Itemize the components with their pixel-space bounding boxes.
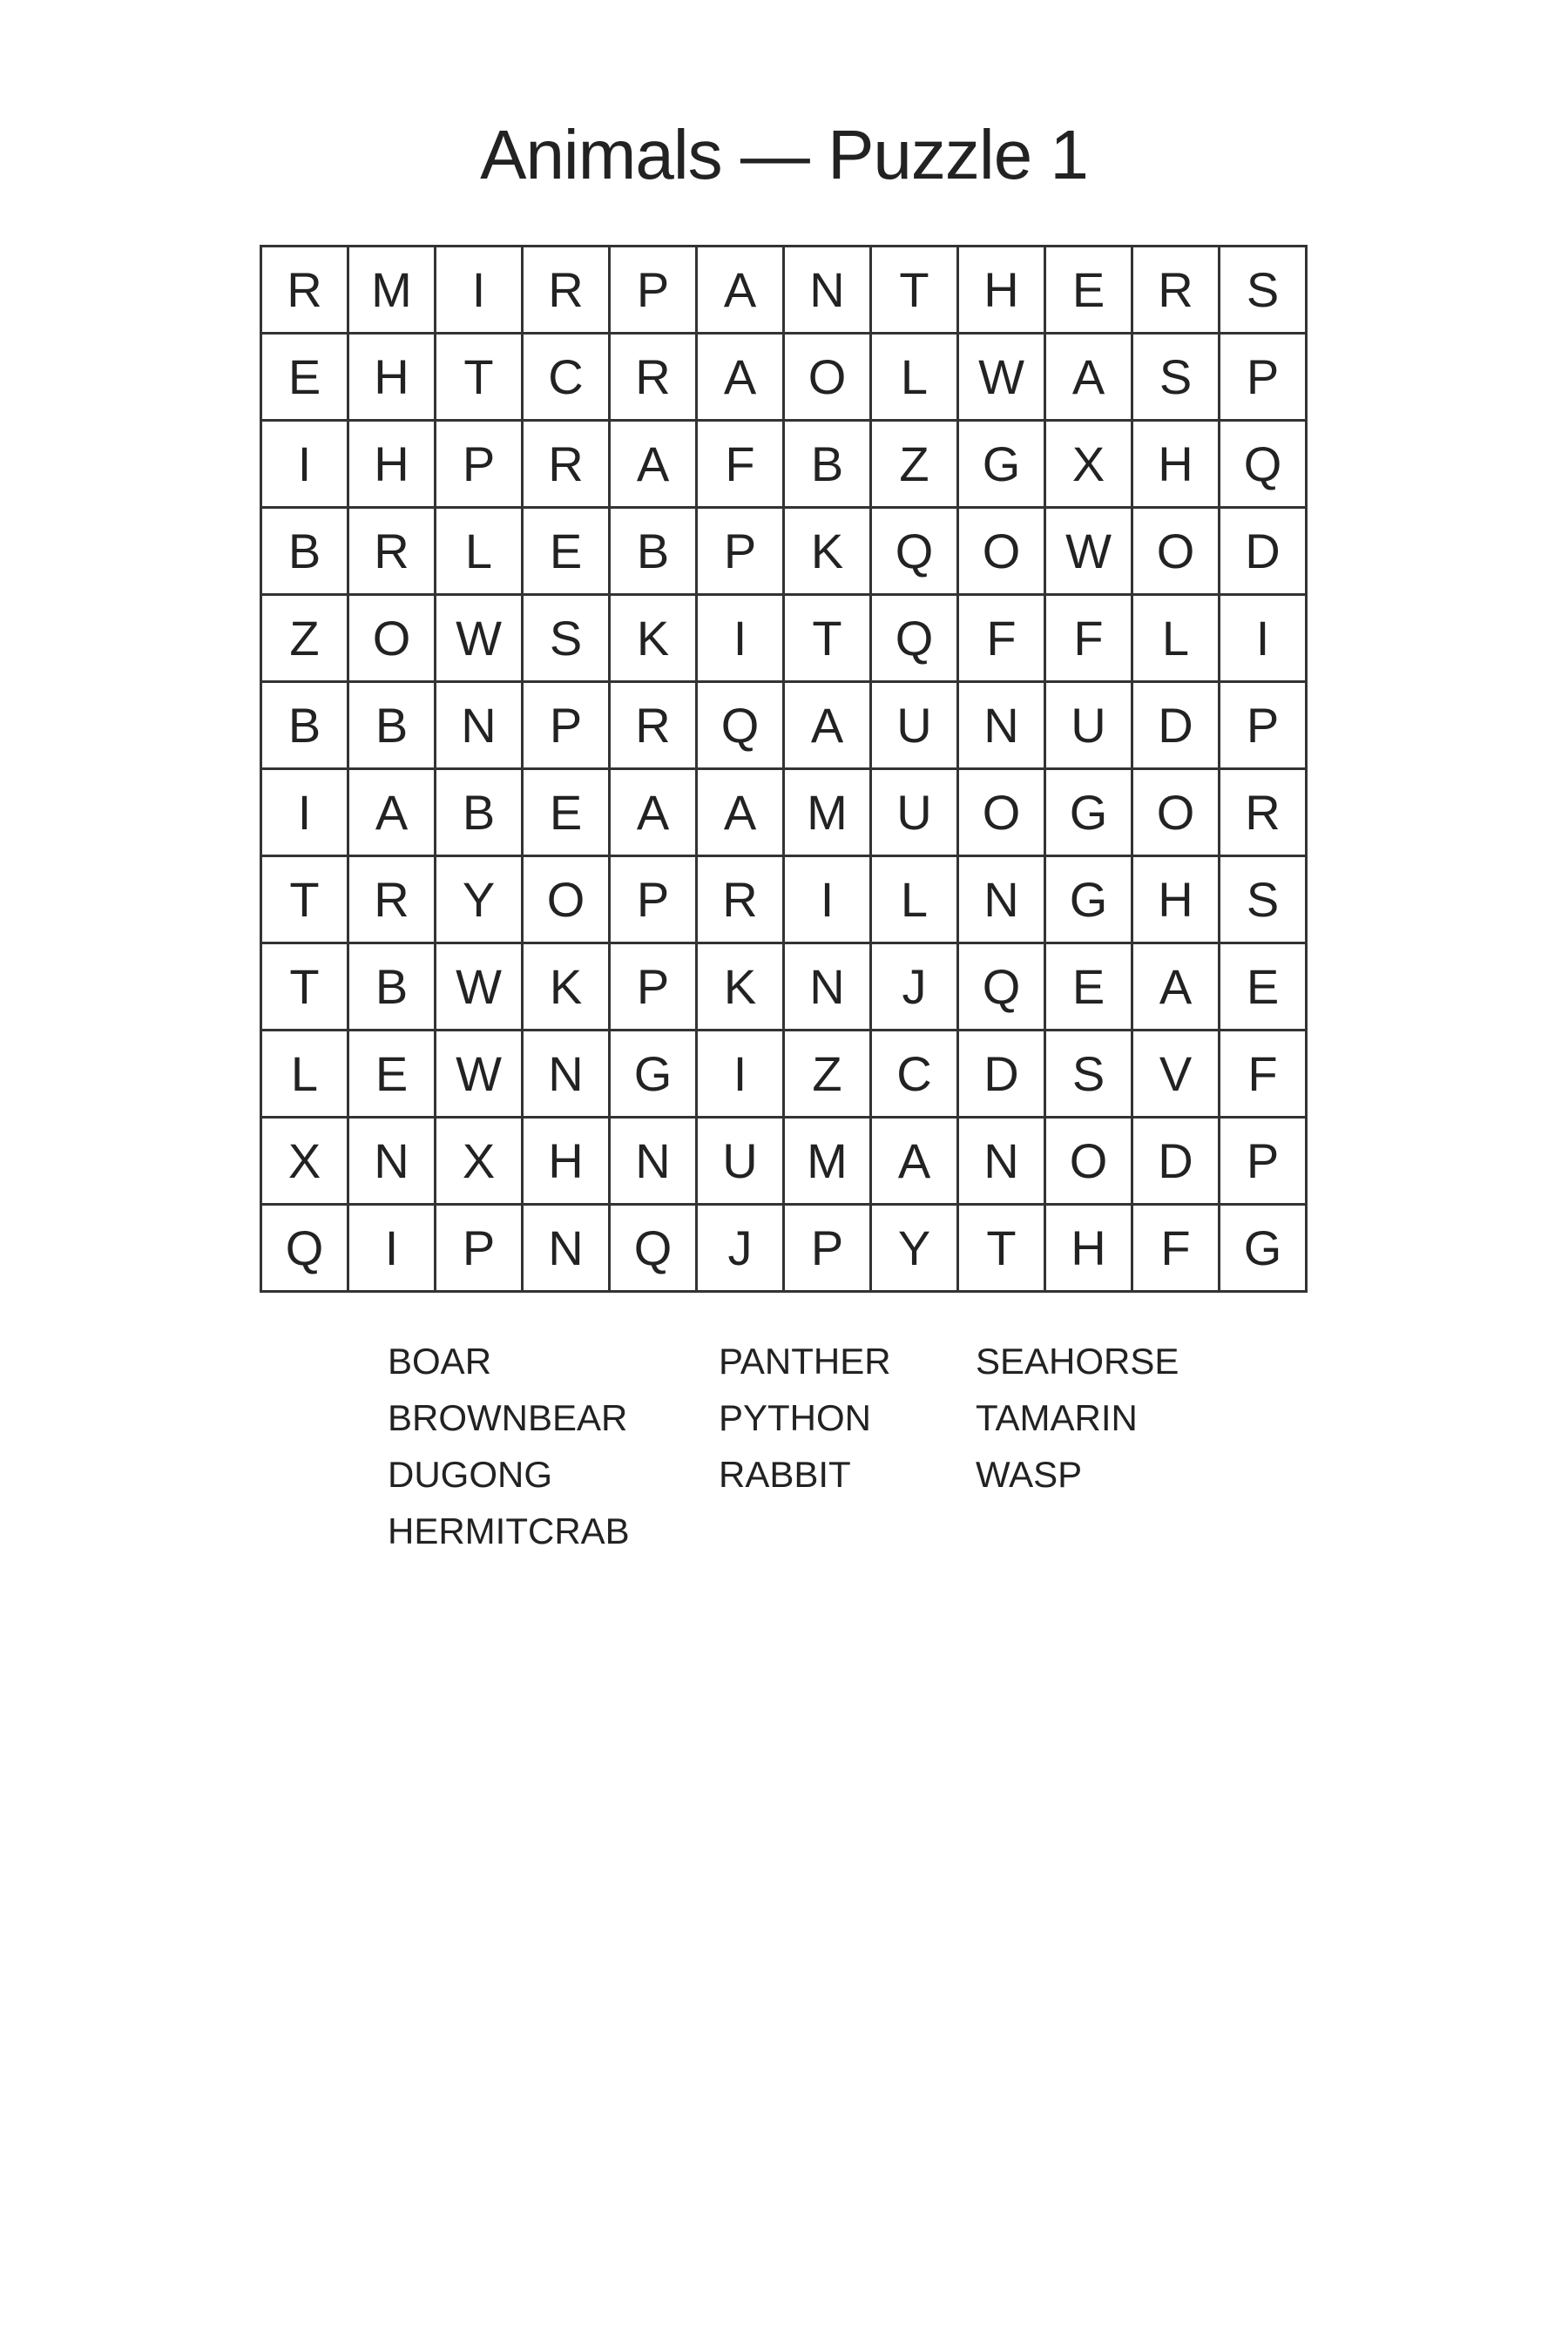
word-list-item: PYTHON xyxy=(719,1397,872,1438)
grid-cell[interactable]: U xyxy=(872,683,959,770)
grid-cell[interactable]: N xyxy=(959,1119,1046,1206)
grid-cell[interactable]: W xyxy=(1046,509,1133,596)
grid-cell[interactable]: N xyxy=(524,1206,611,1293)
grid-cell[interactable]: I xyxy=(1220,596,1308,683)
grid-cell[interactable]: Q xyxy=(698,683,785,770)
grid-cell[interactable]: A xyxy=(1046,335,1133,422)
grid-cell[interactable]: E xyxy=(1046,944,1133,1031)
grid-cell[interactable]: Q xyxy=(262,1206,349,1293)
grid-cell[interactable]: K xyxy=(611,596,698,683)
grid-cell[interactable]: R xyxy=(1220,770,1308,857)
grid-cell[interactable]: J xyxy=(872,944,959,1031)
grid-cell[interactable]: R xyxy=(524,422,611,509)
grid-cell[interactable]: H xyxy=(349,422,436,509)
grid-cell[interactable]: Z xyxy=(785,1031,872,1119)
grid-cell[interactable]: R xyxy=(611,683,698,770)
grid-cell[interactable]: B xyxy=(436,770,524,857)
grid-cell[interactable]: L xyxy=(1133,596,1220,683)
grid-cell[interactable]: F xyxy=(959,596,1046,683)
grid-cell[interactable]: R xyxy=(524,247,611,335)
grid-cell[interactable]: A xyxy=(785,683,872,770)
word-list-item: RABBIT xyxy=(719,1454,851,1495)
grid-cell[interactable]: U xyxy=(872,770,959,857)
grid-cell[interactable]: P xyxy=(1220,1119,1308,1206)
grid-cell[interactable]: D xyxy=(1133,683,1220,770)
grid-cell[interactable]: M xyxy=(349,247,436,335)
grid-cell[interactable]: T xyxy=(872,247,959,335)
grid-cell[interactable]: R xyxy=(349,857,436,944)
grid-cell[interactable]: S xyxy=(1046,1031,1133,1119)
grid-cell[interactable]: O xyxy=(349,596,436,683)
grid-cell[interactable]: N xyxy=(349,1119,436,1206)
grid-cell[interactable]: E xyxy=(349,1031,436,1119)
grid-cell[interactable]: I xyxy=(262,770,349,857)
word-list-item: TAMARIN xyxy=(976,1397,1138,1438)
grid-cell[interactable]: Q xyxy=(959,944,1046,1031)
grid-cell[interactable]: Q xyxy=(872,596,959,683)
grid-cell[interactable]: N xyxy=(524,1031,611,1119)
grid-cell[interactable]: X xyxy=(436,1119,524,1206)
grid-cell[interactable]: H xyxy=(524,1119,611,1206)
grid-cell[interactable]: Y xyxy=(872,1206,959,1293)
grid-cell[interactable]: D xyxy=(1133,1119,1220,1206)
grid-cell[interactable]: F xyxy=(1220,1031,1308,1119)
grid-cell[interactable]: N xyxy=(959,683,1046,770)
grid-cell[interactable]: T xyxy=(262,857,349,944)
word-list xyxy=(0,1333,1568,1594)
grid-cell[interactable]: L xyxy=(872,335,959,422)
word-list-item: BOAR xyxy=(388,1341,492,1382)
grid-cell[interactable]: A xyxy=(611,770,698,857)
grid-cell[interactable]: O xyxy=(959,509,1046,596)
grid-cell[interactable]: B xyxy=(262,683,349,770)
grid-cell[interactable]: U xyxy=(1046,683,1133,770)
grid-cell[interactable]: H xyxy=(959,247,1046,335)
grid-cell[interactable]: I xyxy=(436,247,524,335)
grid-cell[interactable]: A xyxy=(611,422,698,509)
grid-cell[interactable]: N xyxy=(611,1119,698,1206)
grid-cell[interactable]: I xyxy=(262,422,349,509)
grid-cell[interactable]: P xyxy=(1220,683,1308,770)
grid-cell[interactable]: L xyxy=(262,1031,349,1119)
grid-cell[interactable]: A xyxy=(872,1119,959,1206)
grid-cell[interactable]: H xyxy=(349,335,436,422)
word-list-item: PANTHER xyxy=(719,1341,891,1382)
grid-cell[interactable]: R xyxy=(1133,247,1220,335)
grid-cell[interactable]: Q xyxy=(872,509,959,596)
grid-cell[interactable]: H xyxy=(1133,857,1220,944)
grid-cell[interactable]: T xyxy=(785,596,872,683)
grid-cell[interactable]: I xyxy=(698,596,785,683)
grid-cell[interactable]: W xyxy=(436,1031,524,1119)
grid-cell[interactable]: C xyxy=(872,1031,959,1119)
grid-cell[interactable]: T xyxy=(436,335,524,422)
grid-cell[interactable]: T xyxy=(262,944,349,1031)
grid-cell[interactable]: R xyxy=(349,509,436,596)
grid-cell[interactable]: A xyxy=(698,247,785,335)
grid-cell[interactable]: N xyxy=(436,683,524,770)
grid-cell[interactable]: O xyxy=(1133,509,1220,596)
grid-cell[interactable]: G xyxy=(959,422,1046,509)
grid-cell[interactable]: G xyxy=(1220,1206,1308,1293)
grid-cell[interactable]: O xyxy=(524,857,611,944)
grid-cell[interactable]: E xyxy=(1046,247,1133,335)
grid-cell[interactable]: N xyxy=(785,247,872,335)
grid-cell[interactable]: P xyxy=(524,683,611,770)
grid-cell[interactable]: I xyxy=(698,1031,785,1119)
grid-cell[interactable]: G xyxy=(1046,770,1133,857)
grid-cell[interactable]: P xyxy=(611,944,698,1031)
grid-cell[interactable]: E xyxy=(524,509,611,596)
grid-cell[interactable]: Z xyxy=(262,596,349,683)
word-list-column-2 xyxy=(719,1333,891,1503)
grid-cell[interactable]: R xyxy=(611,335,698,422)
grid-cell[interactable]: P xyxy=(436,1206,524,1293)
grid-cell[interactable]: P xyxy=(611,857,698,944)
grid-cell[interactable]: V xyxy=(1133,1031,1220,1119)
grid-cell[interactable]: K xyxy=(524,944,611,1031)
grid-cell[interactable]: K xyxy=(698,944,785,1031)
grid-cell[interactable]: A xyxy=(698,335,785,422)
grid-cell[interactable]: R xyxy=(698,857,785,944)
grid-cell[interactable]: F xyxy=(1133,1206,1220,1293)
word-list-column-3 xyxy=(976,1333,1179,1503)
grid-cell[interactable]: O xyxy=(1046,1119,1133,1206)
grid-cell[interactable]: O xyxy=(1133,770,1220,857)
grid-cell[interactable]: P xyxy=(611,247,698,335)
word-list-item: HERMITCRAB xyxy=(388,1511,630,1551)
grid-cell[interactable]: B xyxy=(785,422,872,509)
grid-cell[interactable]: A xyxy=(698,770,785,857)
grid-cell[interactable]: G xyxy=(1046,857,1133,944)
grid-cell[interactable]: M xyxy=(785,1119,872,1206)
grid-cell[interactable]: B xyxy=(611,509,698,596)
grid-cell[interactable]: P xyxy=(698,509,785,596)
word-list-item: BROWNBEAR xyxy=(388,1397,628,1438)
grid-cell[interactable]: R xyxy=(262,247,349,335)
grid-cell[interactable]: L xyxy=(436,509,524,596)
grid-cell[interactable]: A xyxy=(349,770,436,857)
grid-cell[interactable]: S xyxy=(1220,247,1308,335)
grid-cell[interactable]: X xyxy=(262,1119,349,1206)
grid-cell[interactable]: X xyxy=(1046,422,1133,509)
word-list-item: SEAHORSE xyxy=(976,1341,1179,1382)
grid-cell[interactable]: N xyxy=(959,857,1046,944)
grid-cell[interactable]: K xyxy=(785,509,872,596)
grid-cell[interactable]: U xyxy=(698,1119,785,1206)
letter-grid xyxy=(260,245,1308,1293)
grid-cell[interactable]: F xyxy=(698,422,785,509)
grid-cell[interactable]: A xyxy=(1133,944,1220,1031)
grid-cell[interactable]: B xyxy=(349,683,436,770)
grid-cell[interactable]: I xyxy=(785,857,872,944)
grid-cell[interactable]: E xyxy=(524,770,611,857)
grid-cell[interactable]: B xyxy=(349,944,436,1031)
word-list-item: DUGONG xyxy=(388,1454,552,1495)
grid-cell[interactable]: G xyxy=(611,1031,698,1119)
grid-cell[interactable]: E xyxy=(262,335,349,422)
puzzle-title: Animals — Puzzle 1 xyxy=(480,116,1088,193)
grid-cell[interactable]: S xyxy=(524,596,611,683)
grid-cell[interactable]: H xyxy=(1046,1206,1133,1293)
grid-cell[interactable]: M xyxy=(785,770,872,857)
grid-cell[interactable]: P xyxy=(1220,335,1308,422)
word-list-item: WASP xyxy=(976,1454,1083,1495)
grid-cell[interactable]: J xyxy=(698,1206,785,1293)
grid-cell[interactable]: S xyxy=(1220,857,1308,944)
grid-cell[interactable]: Y xyxy=(436,857,524,944)
grid-cell[interactable]: F xyxy=(1046,596,1133,683)
grid-cell[interactable]: O xyxy=(785,335,872,422)
word-list-column-1 xyxy=(388,1333,630,1559)
grid-cell[interactable]: I xyxy=(349,1206,436,1293)
grid-cell[interactable]: O xyxy=(959,770,1046,857)
grid-cell[interactable]: P xyxy=(785,1206,872,1293)
grid-cell[interactable]: D xyxy=(1220,509,1308,596)
grid-cell[interactable]: Z xyxy=(872,422,959,509)
grid-cell[interactable]: Q xyxy=(611,1206,698,1293)
grid-cell[interactable]: Q xyxy=(1220,422,1308,509)
grid-cell[interactable]: B xyxy=(262,509,349,596)
grid-cell[interactable]: W xyxy=(436,596,524,683)
grid-cell[interactable]: P xyxy=(436,422,524,509)
grid-cell[interactable]: T xyxy=(959,1206,1046,1293)
grid-cell[interactable]: W xyxy=(436,944,524,1031)
grid-cell[interactable]: W xyxy=(959,335,1046,422)
grid-cell[interactable]: H xyxy=(1133,422,1220,509)
grid-cell[interactable]: S xyxy=(1133,335,1220,422)
grid-cell[interactable]: L xyxy=(872,857,959,944)
grid-cell[interactable]: C xyxy=(524,335,611,422)
grid-cell[interactable]: E xyxy=(1220,944,1308,1031)
grid-cell[interactable]: N xyxy=(785,944,872,1031)
grid-cell[interactable]: D xyxy=(959,1031,1046,1119)
